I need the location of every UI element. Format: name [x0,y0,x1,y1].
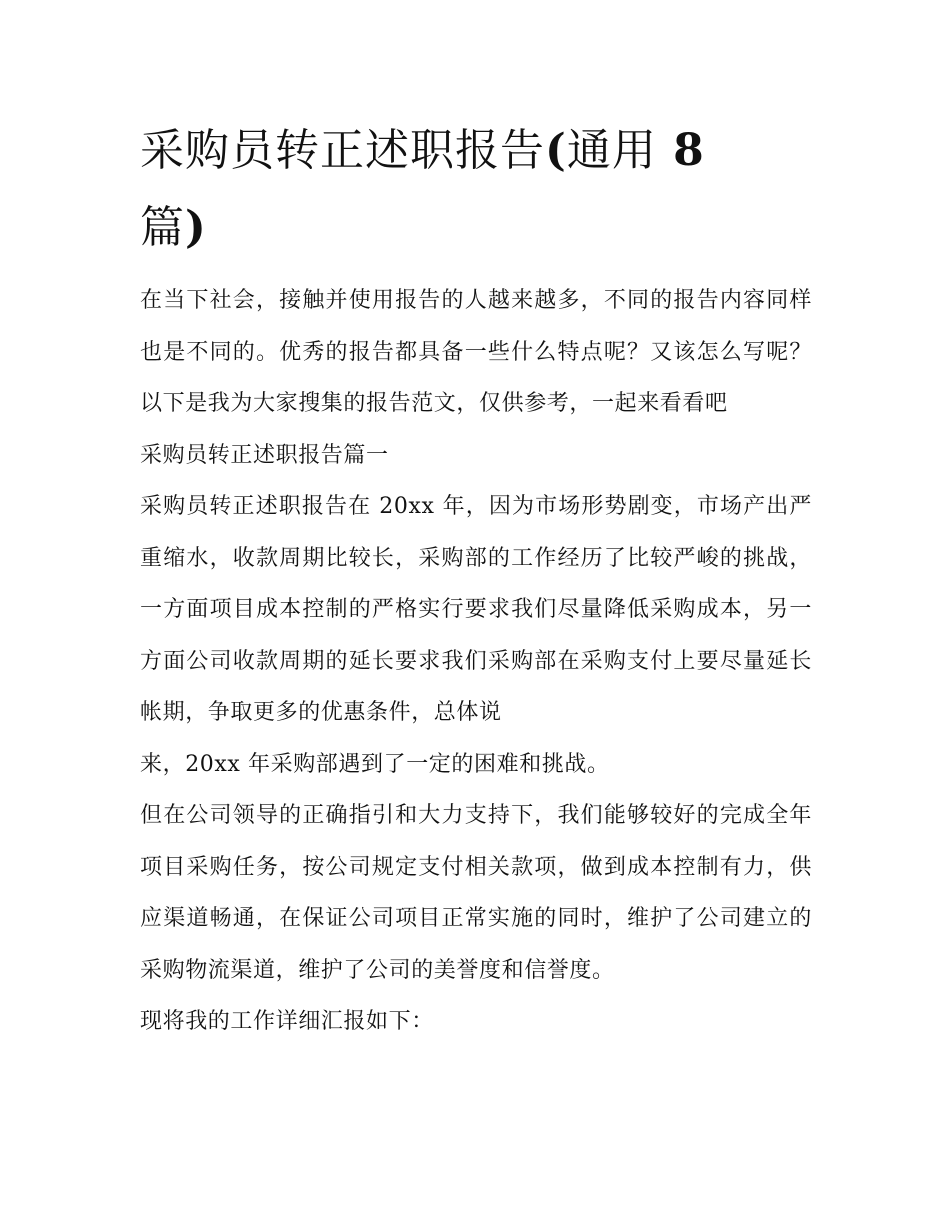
body-paragraph-3: 但在公司领导的正确指引和大力支持下，我们能够较好的完成全年项目采购任务，按公司规定支付相关款项，做到成本控制有力，供应渠道畅通，在保证公司项目正常实施的同时，维护了公司建立的采购物流渠道，维护了公司的美誉度和信誉度。 [140,803,812,983]
title-general: 通用 [566,125,657,176]
document-title [140,112,820,266]
title-number: 8 [656,125,705,176]
title-paren-open: ( [545,125,567,176]
title-line2: 篇 [140,202,185,253]
document-body [140,275,812,1048]
body-paragraph-2: 来，20xx 年采购部遇到了一定的困难和挑战。 [140,751,610,777]
title-main: 采购员转正述职报告 [140,125,545,176]
intro-paragraph: 在当下社会，接触并使用报告的人越来越多，不同的报告内容同样也是不同的。优秀的报告都具备一些什么特点呢？又该怎么写呢？以下是我为大家搜集的报告范文，仅供参考，一起来看看吧 [140,288,812,416]
body-paragraph-1: 采购员转正述职报告在 20xx 年，因为市场形势剧变，市场产出严重缩水，收款周期比较长，采购部的工作经历了比较严峻的挑战，一方面项目成本控制的严格实行要求我们尽量降低采购成本，另一方面公司收款周期的延长要求我们采购部在采购支付上要尽量延长帐期，争取更多的优惠条件，总体说 [140,494,812,725]
title-paren-close: ) [185,202,207,253]
section-heading: 采购员转正述职报告篇一 [140,442,389,468]
body-paragraph-4: 现将我的工作详细汇报如下： [140,1009,434,1034]
